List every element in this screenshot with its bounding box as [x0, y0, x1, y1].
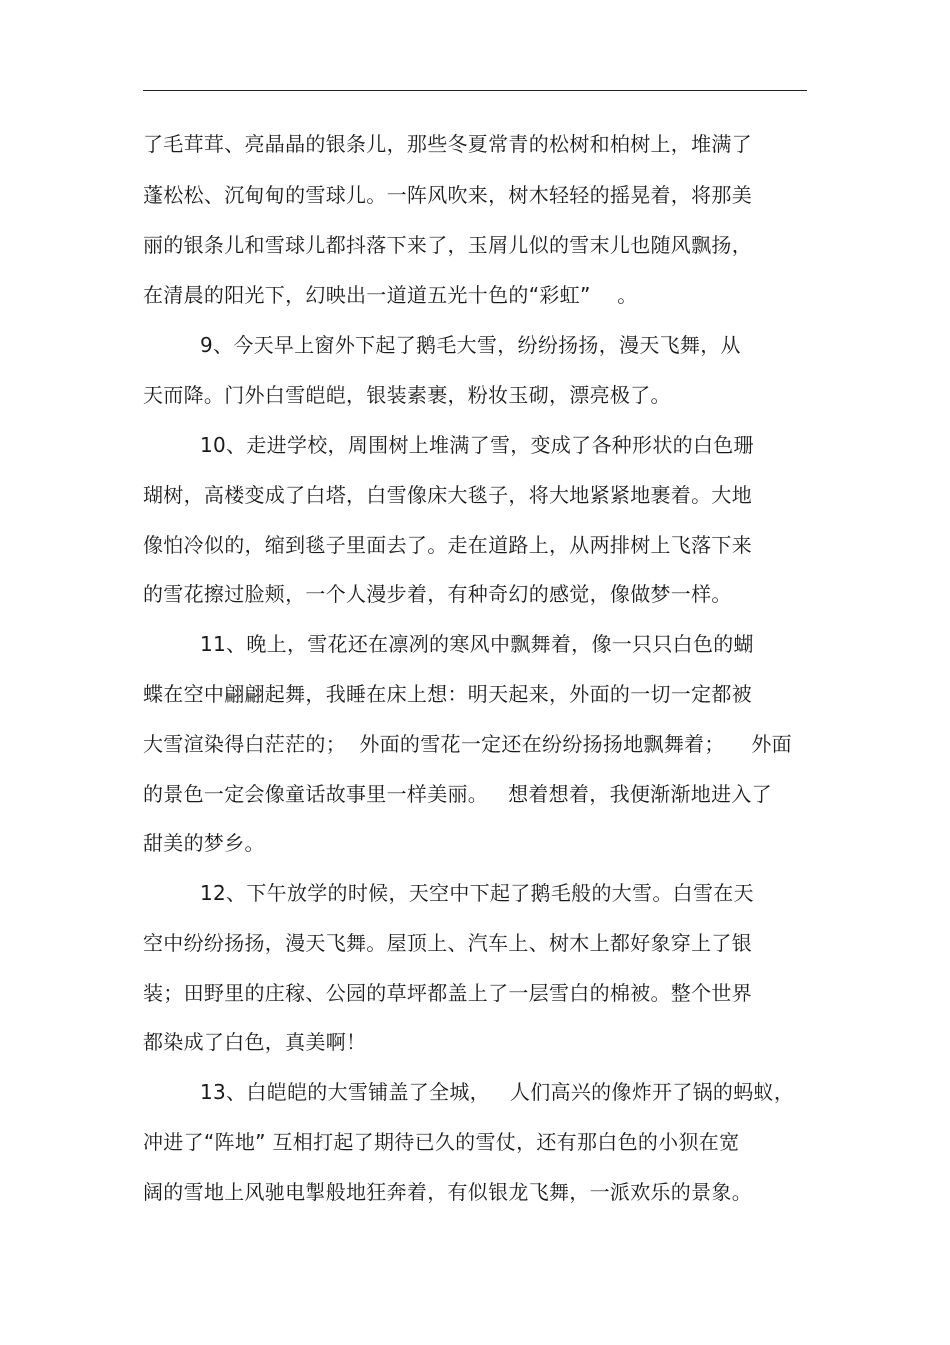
- text-line: 装；田野里的庄稼、公园的草坪都盖上了一层雪白的棉被。整个世界: [143, 981, 752, 1005]
- text-line: 像怕冷似的，缩到毯子里面去了。走在道路上，从两排树上飞落下来: [143, 533, 752, 557]
- text-line: 冲进了“阵地” 互相打起了期待已久的雪仗，还有那白色的小狈在宽: [143, 1130, 740, 1154]
- paragraph-13-first-line: 13、白皑皑的大雪铺盖了全城， 人们高兴的像炸开了锅的蚂蚁，: [200, 1080, 795, 1104]
- text-line: 阔的雪地上风驰电掣般地狂奔着，有似银龙飞舞，一派欢乐的景象。: [143, 1180, 752, 1204]
- paragraph-10-first-line: 10、走进学校，周围树上堆满了雪，变成了各种形状的白色珊: [200, 433, 754, 457]
- text-line: 空中纷纷扬扬，漫天飞舞。屋顶上、汽车上、树木上都好象穿上了银: [143, 931, 752, 955]
- paragraph-12-first-line: 12、下午放学的时候，天空中下起了鹅毛般的大雪。白雪在天: [200, 881, 754, 905]
- text-line: 天而降。门外白雪皑皑，银装素裹，粉妆玉砌，漂亮极了。: [143, 383, 671, 407]
- text-line: 在清晨的阳光下，幻映出一道道五光十色的“彩虹” 。: [143, 283, 638, 307]
- paragraph-9-first-line: 9、今天早上窗外下起了鹅毛大雪，纷纷扬扬，漫天飞舞，从: [200, 333, 741, 357]
- text-line: 蝶在空中翩翩起舞，我睡在床上想：明天起来，外面的一切一定都被: [143, 682, 752, 706]
- text-line: 丽的银条儿和雪球儿都抖落下来了，玉屑儿似的雪末儿也随风飘扬，: [143, 233, 752, 257]
- text-line: 的雪花擦过脸颊，一个人漫步着，有种奇幻的感觉，像做梦一样。: [143, 582, 732, 606]
- paragraph-11-first-line: 11、晚上，雪花还在凛冽的寒风中飘舞着，像一只只白色的蝴: [200, 632, 754, 656]
- text-line: 了毛茸茸、亮晶晶的银条儿，那些冬夏常青的松树和柏树上，堆满了: [143, 132, 752, 156]
- text-line: 都染成了白色，真美啊！: [143, 1030, 367, 1054]
- text-line: 蓬松松、沉甸甸的雪球儿。一阵风吹来，树木轻轻的摇晃着，将那美: [143, 183, 752, 207]
- text-line: 甜美的梦乡。: [143, 831, 265, 855]
- text-line: 瑚树，高楼变成了白塔，白雪像床大毯子，将大地紧紧地裹着。大地: [143, 483, 752, 507]
- text-line: 的景色一定会像童话故事里一样美丽。 想着想着，我便渐渐地进入了: [143, 782, 772, 806]
- text-line: 大雪渲染得白茫茫的； 外面的雪花一定还在纷纷扬扬地飘舞着； 外面: [143, 732, 792, 756]
- header-rule: [143, 90, 807, 91]
